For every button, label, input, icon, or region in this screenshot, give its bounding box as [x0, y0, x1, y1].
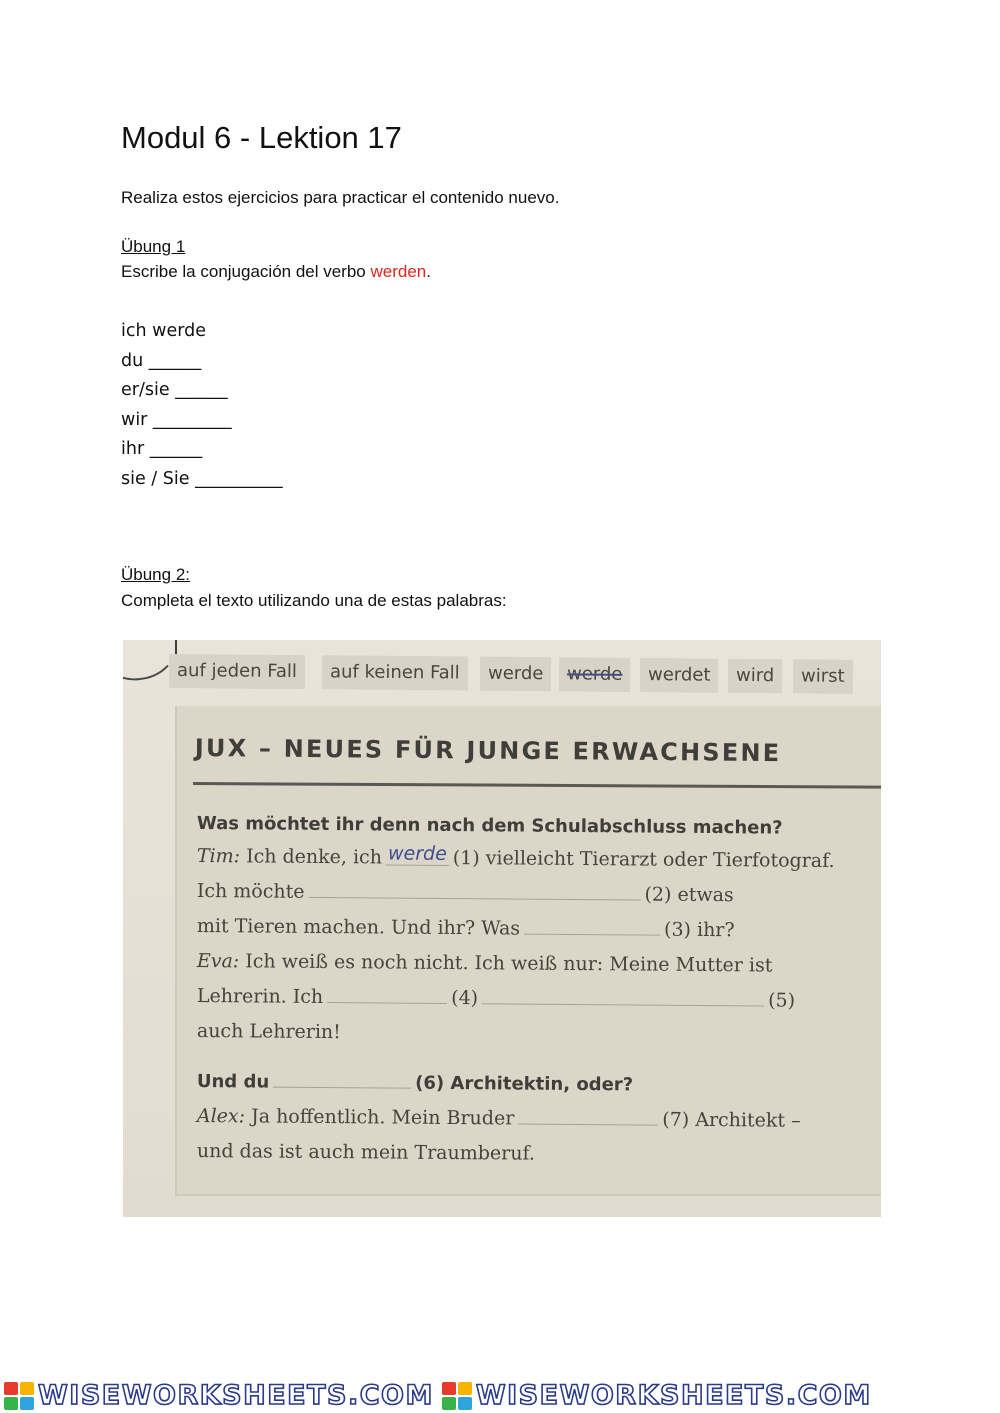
exercise1-instruction [121, 262, 431, 282]
text-line: Ich möchte (2) etwas [196, 880, 734, 907]
answer-gap-4 [327, 986, 447, 1004]
text-line: Alex: Ja hoffentlich. Mein Bruder (7) Architekt – [196, 1105, 801, 1132]
watermark-logo-icon [442, 1382, 472, 1410]
answer-gap-3 [524, 918, 660, 936]
instruction-text: Escribe la conjugación del verbo [121, 262, 371, 281]
conjugation-line: ihr ______ [121, 439, 203, 460]
text-line: Lehrerin. Ich (4) (5) [196, 985, 796, 1012]
conjugation-line: ich werde [121, 321, 206, 341]
intro-text: Realiza estos ejercicios para practicar el contenido nuevo. [121, 188, 560, 207]
exercise2-instruction: Completa el texto utilizando una de estas palabras: [121, 591, 507, 610]
word-chip: wirst [793, 659, 853, 694]
handwritten-answer: werde [386, 842, 449, 865]
text-line: Tim: Ich denke, ich werde (1) vielleicht Tierarzt oder Tierfotograf. [196, 842, 835, 873]
exercise1-heading: Übung 1 [121, 237, 186, 256]
conjugation-line: er/sie ______ [121, 380, 228, 401]
instruction-period: . [426, 262, 431, 281]
page-title: Modul 6 - Lektion 17 [121, 120, 402, 155]
word-box [169, 654, 869, 700]
text-line: mit Tieren machen. Und ihr? Was (3) ihr? [196, 915, 735, 942]
highlight-verb: werden [370, 262, 427, 281]
answer-gap-2 [309, 881, 641, 901]
watermark-text: WISEWORKSHEETS.COM [38, 1380, 434, 1411]
text-line: Und du (6) Architektin, oder? [196, 1071, 634, 1096]
watermark-block [442, 1380, 872, 1411]
word-chip-crossed: werde [559, 657, 631, 692]
text-line: auch Lehrerin! [196, 1020, 341, 1044]
watermark-block [4, 1380, 434, 1411]
answer-gap-6 [273, 1071, 411, 1089]
textbook-photo [123, 640, 881, 1217]
question-line: Was möchtet ihr denn nach dem Schulabschluss machen? [196, 813, 783, 839]
text-line: Eva: Ich weiß es noch nicht. Ich weiß nur: Meine Mutter ist [196, 950, 773, 977]
article-title: JUX – NEUES FÜR JUNGE ERWACHSENE [194, 734, 782, 768]
conjugation-line: sie / Sie __________ [121, 468, 283, 489]
conjugation-line: wir _________ [121, 409, 232, 430]
word-chip: wird [728, 659, 783, 693]
watermark-logo-icon [4, 1382, 34, 1410]
word-chip: werde [480, 657, 552, 692]
conjugation-line: du ______ [121, 350, 202, 371]
text-line: und das ist auch mein Traumberuf. [196, 1140, 536, 1165]
word-chip: auf keinen Fall [322, 655, 468, 690]
word-chip: auf jeden Fall [169, 654, 305, 689]
footer-watermark [0, 1378, 1000, 1413]
exercise2-heading: Übung 2: [121, 565, 190, 584]
conjugation-list [121, 317, 283, 495]
watermark-text: WISEWORKSHEETS.COM [475, 1380, 872, 1411]
answer-gap-7 [518, 1108, 658, 1126]
answer-gap-5 [482, 987, 764, 1006]
word-chip: werdet [640, 658, 719, 693]
